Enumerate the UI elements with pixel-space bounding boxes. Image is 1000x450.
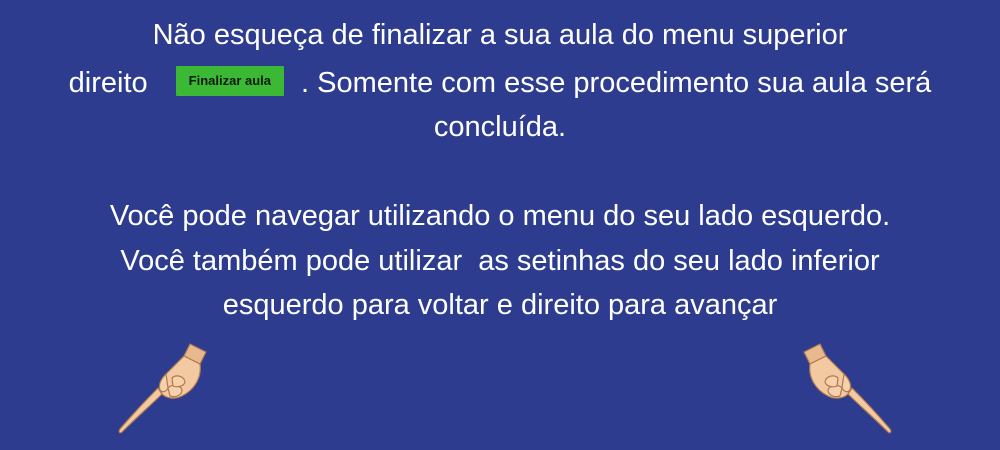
finish-lesson-button[interactable]: Finalizar aula (176, 66, 284, 96)
instruction-line-2-end: . Somente com esse procedimento sua aula será (301, 67, 932, 99)
instruction-line-2 (0, 66, 1000, 100)
navigation-line-2: Você também pode utilizar as setinhas do seu lado inferior (120, 245, 880, 277)
instruction-line-1: Não esqueça de finalizar a sua aula do menu superior (152, 19, 848, 51)
instruction-line-3: concluída. (433, 111, 567, 143)
pointing-hand-right-icon (798, 338, 898, 438)
navigation-line-3: esquerdo para voltar e direito para avançar (222, 289, 778, 321)
pointing-hand-left-icon (112, 338, 212, 438)
instruction-line-2-start: direito (68, 67, 148, 99)
navigation-line-1: Você pode navegar utilizando o menu do seu lado esquerdo. (109, 200, 891, 232)
